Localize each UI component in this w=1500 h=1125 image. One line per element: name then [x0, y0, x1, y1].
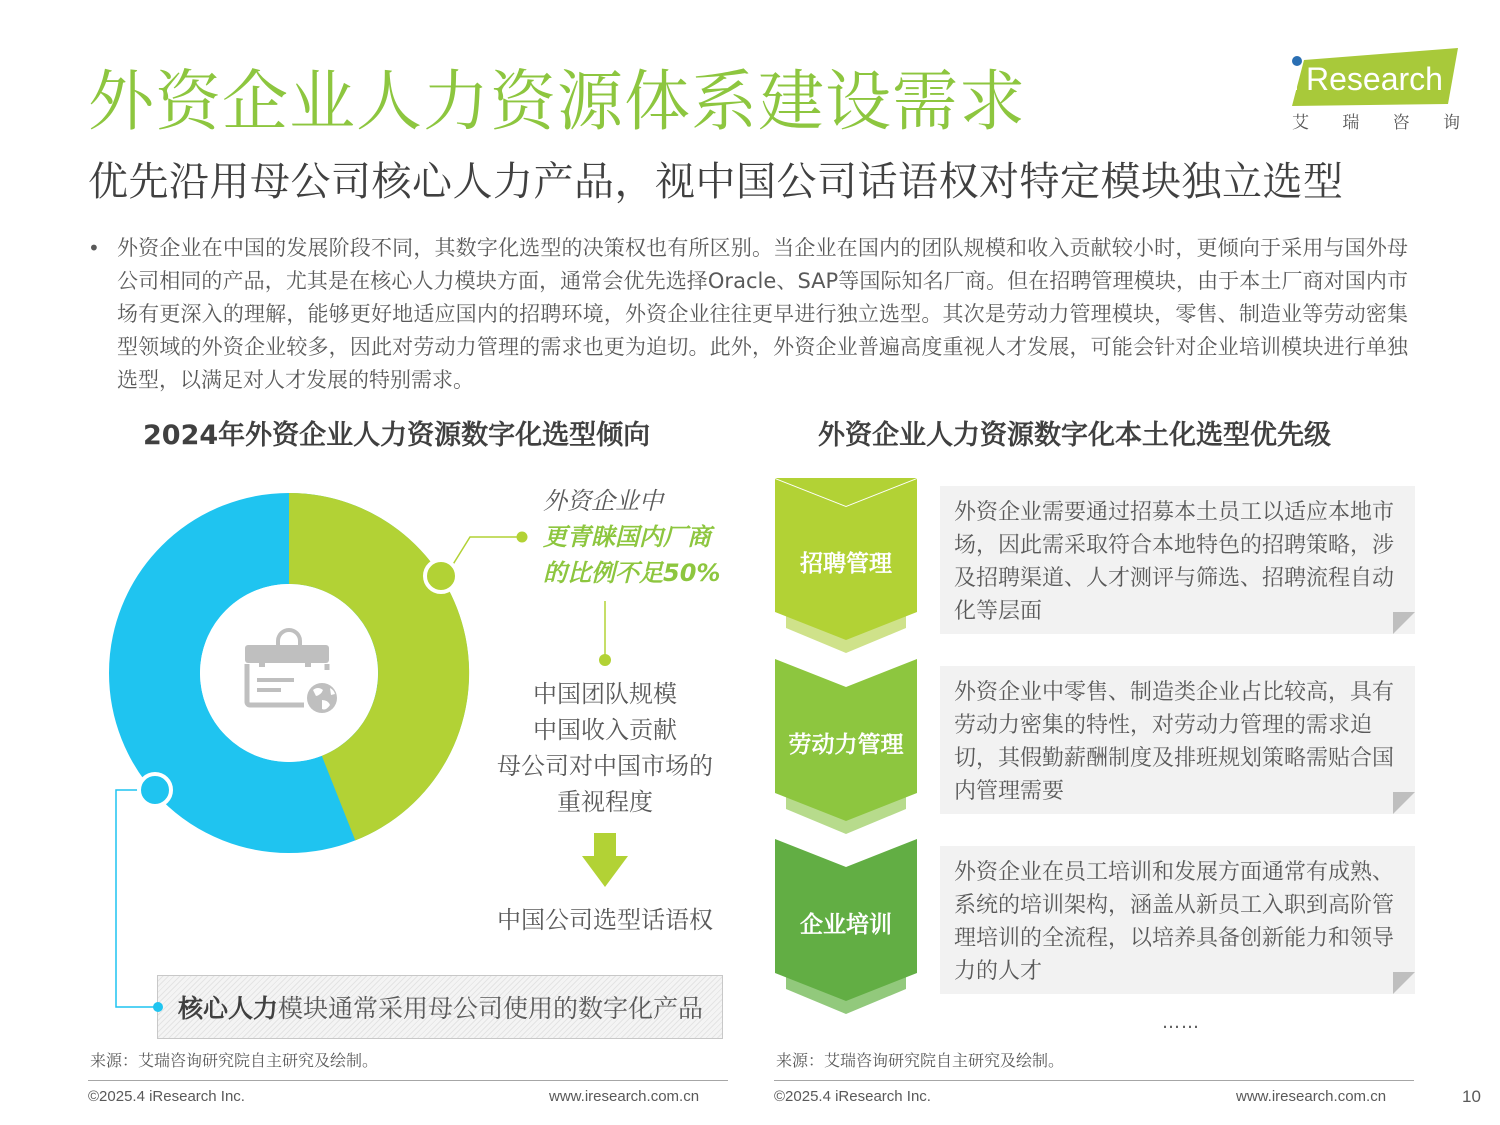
- description-card: [940, 846, 1415, 994]
- logo-char: 瑞: [1342, 113, 1360, 133]
- website-link[interactable]: www.iresearch.com.cn: [1236, 1088, 1387, 1105]
- left-section-title: 2024年外资企业人力资源数字化选型倾向: [143, 420, 651, 451]
- svg-text:Research: Research: [1306, 61, 1443, 97]
- page-subtitle: 优先沿用母公司核心人力产品，视中国公司话语权对特定模块独立选型: [88, 159, 1344, 205]
- chevron-label: 招聘管理: [800, 551, 892, 577]
- logo-char: 咨: [1392, 113, 1410, 133]
- annotation-green-line2: 的比例不足50%: [543, 559, 721, 587]
- page-curl-icon: [1393, 972, 1415, 994]
- factor-item: 中国团队规模: [533, 680, 677, 708]
- copyright: ©2025.4 iResearch Inc.: [88, 1088, 245, 1105]
- description-card: [940, 666, 1415, 814]
- card-text: 外资企业需要通过招募本土员工以适应本地市场，因此需采取符合本地特色的招聘策略，涉及招聘渠道、人才测评与筛选、招聘流程自动化等层面: [954, 500, 1395, 624]
- core-hr-bold: 核心人力: [178, 994, 279, 1023]
- footer-divider: [88, 1080, 728, 1081]
- copyright: ©2025.4 iResearch Inc.: [774, 1088, 931, 1105]
- footer-divider: [774, 1080, 1414, 1081]
- card-text: 外资企业中零售、制造类企业占比较高，具有劳动力密集的特性，对劳动力管理的需求迫切，其假勤薪酬制度及排班规划策略需贴合国内管理需要: [954, 680, 1395, 804]
- annotation-green-line1: 更青睐国内厂商: [543, 523, 711, 551]
- chevron-label: 企业培训: [800, 912, 892, 938]
- description-card: [940, 486, 1415, 634]
- factor-item: 重视程度: [557, 788, 653, 816]
- right-section-title: 外资企业人力资源数字化本土化选型优先级: [818, 420, 1331, 451]
- card-text: 外资企业在员工培训和发展方面通常有成熟、系统的培训架构，涵盖从新员工入职到高阶管理培训的全流程，以培养具备创新能力和领导力的人才: [954, 860, 1395, 984]
- page-curl-icon: [1393, 612, 1415, 634]
- website-link[interactable]: www.iresearch.com.cn: [549, 1088, 700, 1105]
- core-hr-rest: 模块通常采用母公司使用的数字化产品: [278, 994, 704, 1023]
- more-ellipsis: ……: [1162, 1012, 1200, 1033]
- page-number: 10: [1462, 1087, 1481, 1106]
- page-curl-icon: [1393, 792, 1415, 814]
- chevron-label: 劳动力管理: [788, 732, 904, 758]
- factor-item: 中国收入贡献: [533, 716, 677, 744]
- intro-text: 外资企业在中国的发展阶段不同，其数字化选型的决策权也有所区别。当企业在国内的团队规模和收入贡献较小时，更倾向于采用与国外母公司相同的产品，尤其是在核心人力模块方面，通常会优先选择Oracle、SAP等国际知名厂商。但在招聘管理模块，由于本土厂商对国内市场有更深入的理解，能够更好地适应国内的招聘环境，外资企业往往更早进行独立选型。其次是劳动力管理模块，零售、制造业等劳动密集型领域的外资企业较多，因此对劳动力管理的需求也更为迫切。此外，外资企业普遍高度重视人才发展，可能会针对企业培训模块进行单独选型，以满足对人才发展的特别需求。: [117, 236, 1408, 392]
- right-source: 来源：艾瑞咨询研究院自主研究及绘制。: [776, 1051, 1065, 1070]
- svg-text:i: i: [1292, 61, 1300, 97]
- page-title: 外资企业人力资源体系建设需求: [88, 63, 1026, 140]
- logo-char: 艾: [1292, 113, 1309, 133]
- bullet-icon: •: [88, 236, 100, 260]
- left-source: 来源：艾瑞咨询研究院自主研究及绘制。: [90, 1051, 379, 1070]
- factor-item: 母公司对中国市场的: [497, 752, 713, 780]
- logo-char: 询: [1442, 113, 1460, 133]
- result-label: 中国公司选型话语权: [497, 906, 713, 934]
- annotation-grey: 外资企业中: [543, 487, 663, 515]
